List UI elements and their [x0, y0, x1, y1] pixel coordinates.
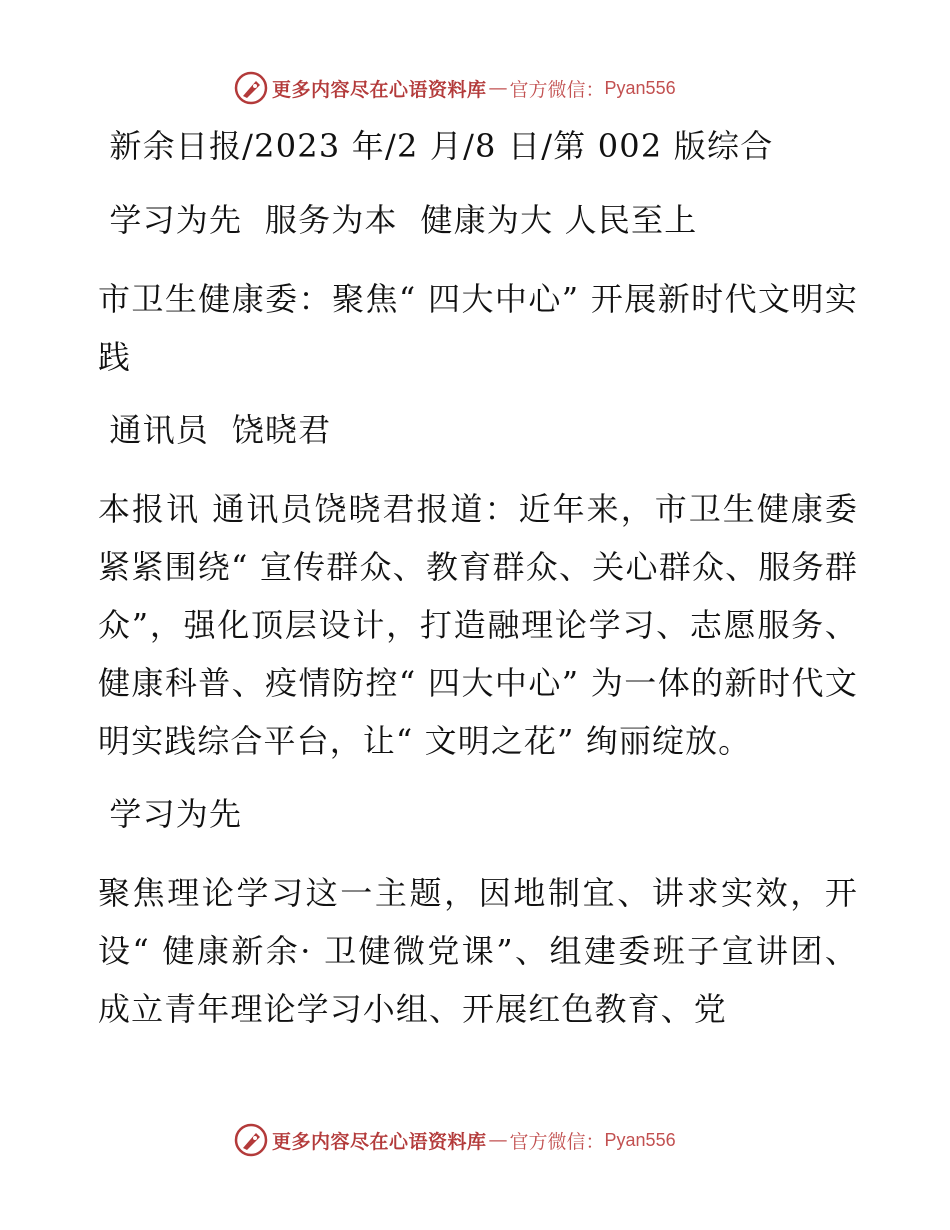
- section-heading: 学习为先: [98, 795, 243, 833]
- watermark-wechat-id: Pyan556: [604, 1129, 676, 1150]
- watermark-wechat-label: 官方微信：: [509, 1130, 605, 1153]
- slogan: 学习为先 服务为本 健康为大 人民至上: [98, 201, 698, 239]
- section-body: 聚焦理论学习这一主题，因地制宜、讲求实效，开设“ 健康新余· 卫健微党课”、组建委班子宣讲团、成立青年理论学习小组、开展红色教育、党: [98, 874, 858, 1028]
- article: [98, 122, 858, 1038]
- dateline: 新余日报/2023 年/2 月/8 日/第 002 版综合: [98, 127, 774, 165]
- watermark-separator: —: [488, 1129, 508, 1151]
- watermark-banner-top: [234, 70, 676, 106]
- lead-paragraph: 本报讯 通讯员饶晓君报道：近年来，市卫生健康委紧紧围绕“ 宣传群众、教育群众、关心群众、服务群众”，强化顶层设计，打造融理论学习、志愿服务、健康科普、疫情防控“ 四大中心” 为一体的新时代文明实践综合平台，让“ 文明之花” 绚丽绽放。: [98, 490, 858, 760]
- pen-nib-circle-icon: [234, 71, 268, 105]
- watermark-text: 更多内容尽在心语资料库: [272, 78, 487, 101]
- watermark-separator: —: [488, 77, 508, 99]
- headline: 市卫生健康委：聚焦“ 四大中心” 开展新时代文明实践: [98, 280, 858, 376]
- watermark-banner-bottom: [234, 1122, 676, 1158]
- watermark-wechat-id: Pyan556: [604, 77, 676, 98]
- watermark-wechat-label: 官方微信：: [509, 78, 605, 101]
- watermark-text: 更多内容尽在心语资料库: [272, 1130, 487, 1153]
- byline: 通讯员 饶晓君: [98, 411, 332, 449]
- pen-nib-circle-icon: [234, 1123, 268, 1157]
